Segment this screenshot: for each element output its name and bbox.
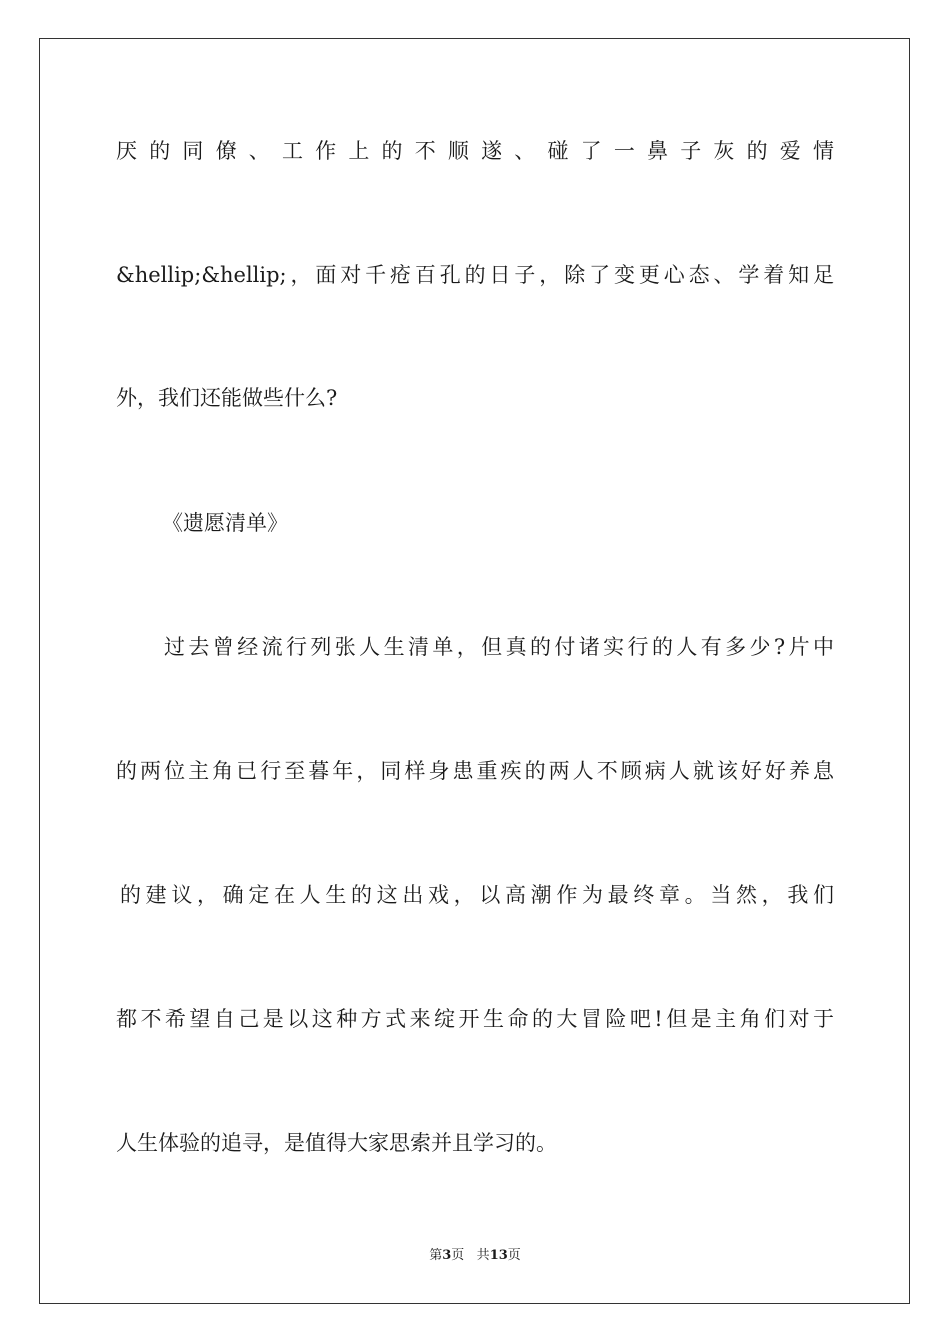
section-title: 《遗愿清单》 bbox=[162, 511, 288, 535]
body-text-line-2: &hellip;&hellip;，面对千疮百孔的日子，除了变更心态、学着知足 bbox=[116, 263, 834, 287]
page-prefix: 第 bbox=[429, 1248, 443, 1263]
page-footer bbox=[0, 1248, 950, 1264]
body-text-line-8: 都不希望自己是以这种方式来绽开生命的大冒险吧!但是主角们对于 bbox=[116, 1007, 834, 1031]
page-suffix: 页 bbox=[451, 1248, 465, 1263]
body-text-line-6: 的两位主角已行至暮年，同样身患重疾的两人不顾病人就该好好养息 bbox=[116, 759, 834, 783]
body-text-line-3: 外，我们还能做些什么? bbox=[116, 386, 338, 410]
body-text-line-5: 过去曾经流行列张人生清单，但真的付诸实行的人有多少?片中 bbox=[164, 635, 834, 659]
page-border bbox=[39, 38, 910, 1304]
body-text-line-9: 人生体验的追寻，是值得大家思索并且学习的。 bbox=[116, 1131, 557, 1155]
total-suffix: 页 bbox=[507, 1248, 521, 1263]
page-number: 3 bbox=[442, 1248, 452, 1263]
total-pages: 13 bbox=[489, 1248, 508, 1263]
total-prefix: 共 bbox=[476, 1248, 490, 1263]
body-text-line-7: 的建议，确定在人生的这出戏，以高潮作为最终章。当然，我们 bbox=[120, 883, 834, 907]
body-text-line-1: 厌 的 同 僚 、 工 作 上 的 不 顺 遂 、 碰 了 一 鼻 子 灰 的 爱 情 bbox=[116, 139, 834, 163]
